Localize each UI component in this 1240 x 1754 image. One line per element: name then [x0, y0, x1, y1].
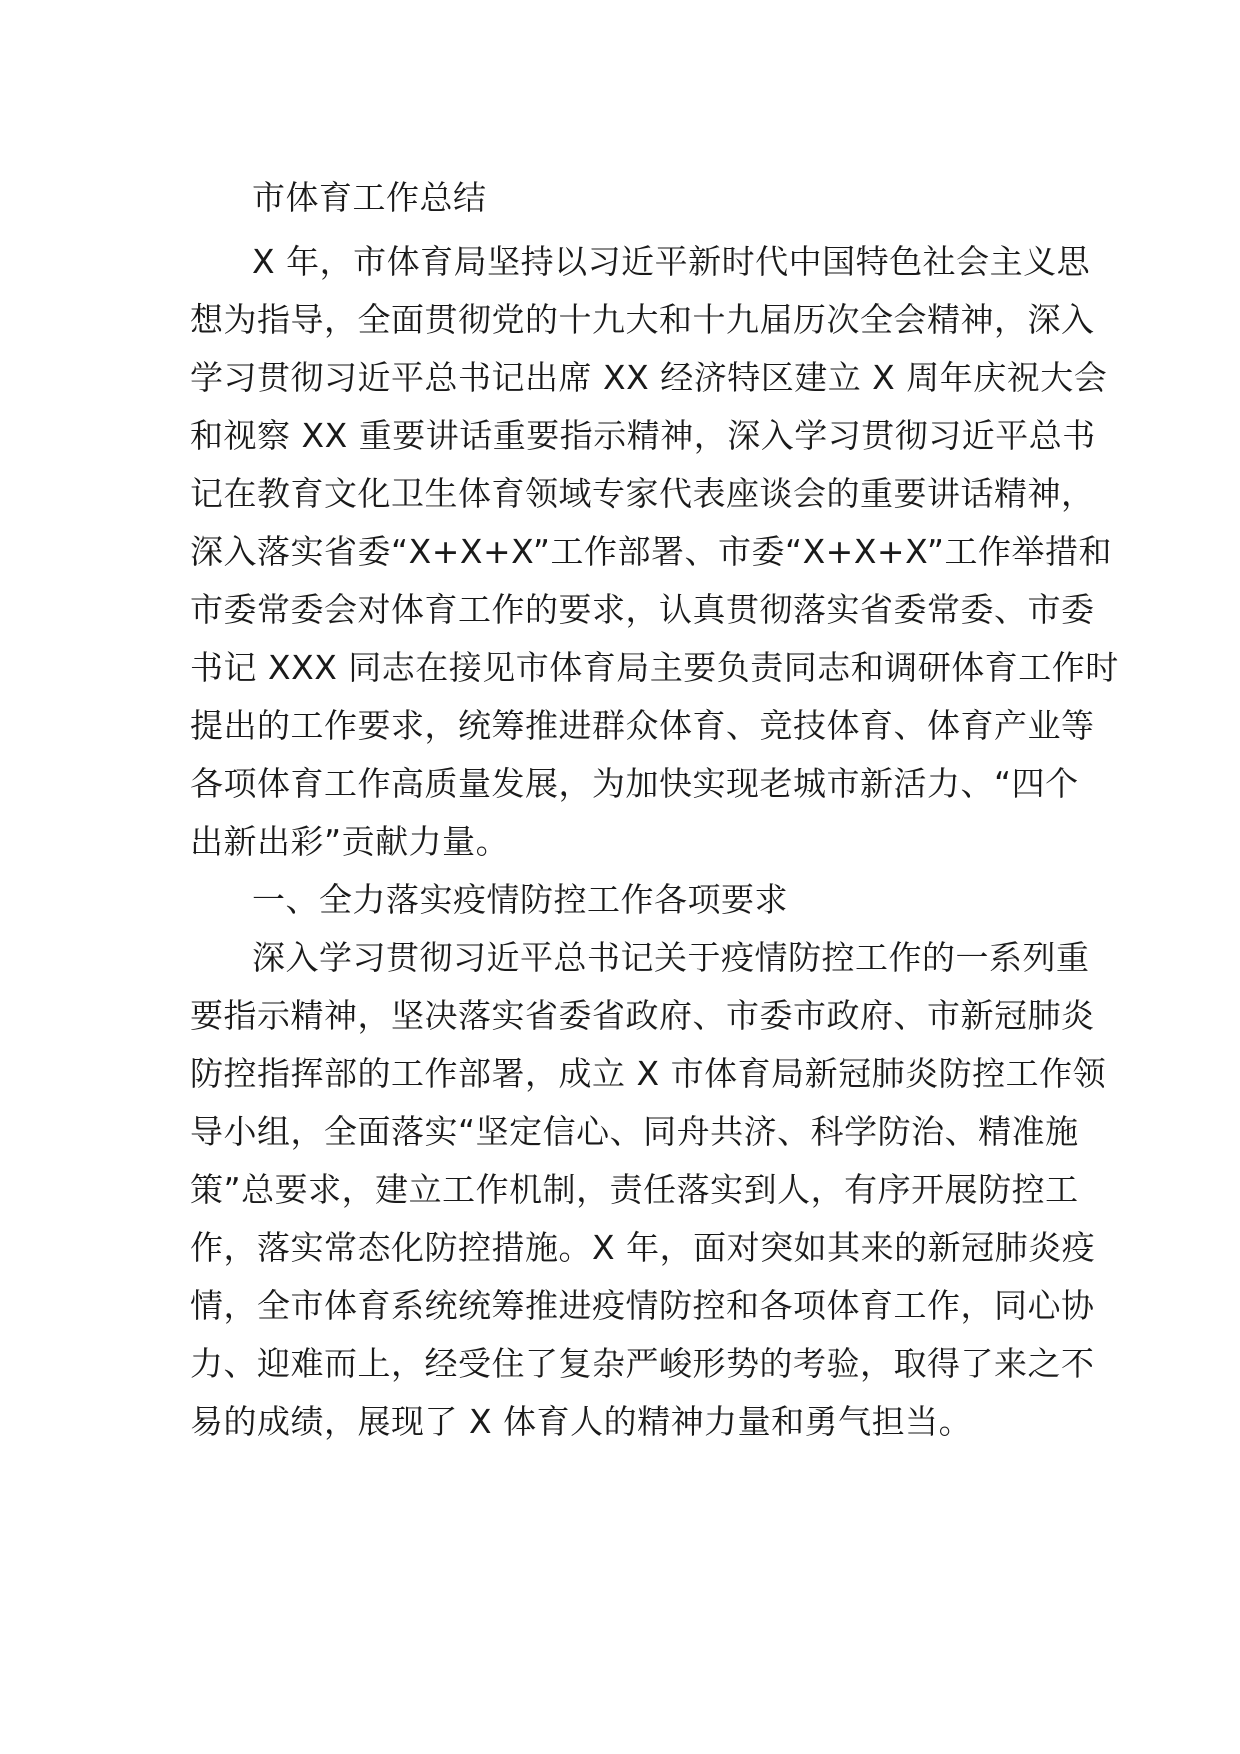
paragraph-line: 策”总要求，建立工作机制，责任落实到人，有序开展防控工 [190, 1170, 1079, 1209]
paragraph-line: 深入学习贯彻习近平总书记关于疫情防控工作的一系列重 [252, 938, 1090, 977]
document-title: 市体育工作总结 [252, 178, 487, 217]
paragraph-line: 要指示精神，坚决落实省委省政府、市委市政府、市新冠肺炎 [190, 996, 1095, 1035]
paragraph-line: 记在教育文化卫生体育领域专家代表座谈会的重要讲话精神， [190, 474, 1095, 513]
paragraph-line: 作，落实常态化防控措施。X 年，面对突如其来的新冠肺炎疫 [190, 1228, 1096, 1267]
paragraph-line: 出新出彩”贡献力量。 [190, 822, 510, 861]
paragraph-line: 市委常委会对体育工作的要求，认真贯彻落实省委常委、市委 [190, 590, 1095, 629]
section-heading: 一、全力落实疫情防控工作各项要求 [252, 880, 788, 919]
paragraph-line: 力、迎难而上，经受住了复杂严峻形势的考验，取得了来之不 [190, 1344, 1095, 1383]
paragraph-line: 书记 XXX 同志在接见市体育局主要负责同志和调研体育工作时 [190, 648, 1119, 687]
paragraph-line: 防控指挥部的工作部署，成立 X 市体育局新冠肺炎防控工作领 [190, 1054, 1107, 1093]
paragraph-line: 深入落实省委“X+X+X”工作部署、市委“X+X+X”工作举措和 [190, 532, 1112, 571]
paragraph-line: 学习贯彻习近平总书记出席 XX 经济特区建立 X 周年庆祝大会 [190, 358, 1108, 397]
paragraph-line: 提出的工作要求，统筹推进群众体育、竞技体育、体育产业等 [190, 706, 1095, 745]
paragraph-line: X 年，市体育局坚持以习近平新时代中国特色社会主义思 [252, 242, 1091, 281]
paragraph-line: 情，全市体育系统统筹推进疫情防控和各项体育工作，同心协 [190, 1286, 1095, 1325]
paragraph-line: 各项体育工作高质量发展，为加快实现老城市新活力、“四个 [190, 764, 1079, 803]
paragraph-line: 和视察 XX 重要讲话重要指示精神，深入学习贯彻习近平总书 [190, 416, 1096, 455]
paragraph-line: 导小组，全面落实“坚定信心、同舟共济、科学防治、精准施 [190, 1112, 1079, 1151]
paragraph-line: 想为指导，全面贯彻党的十九大和十九届历次全会精神，深入 [190, 300, 1095, 339]
paragraph-line: 易的成绩，展现了 X 体育人的精神力量和勇气担当。 [190, 1402, 973, 1441]
